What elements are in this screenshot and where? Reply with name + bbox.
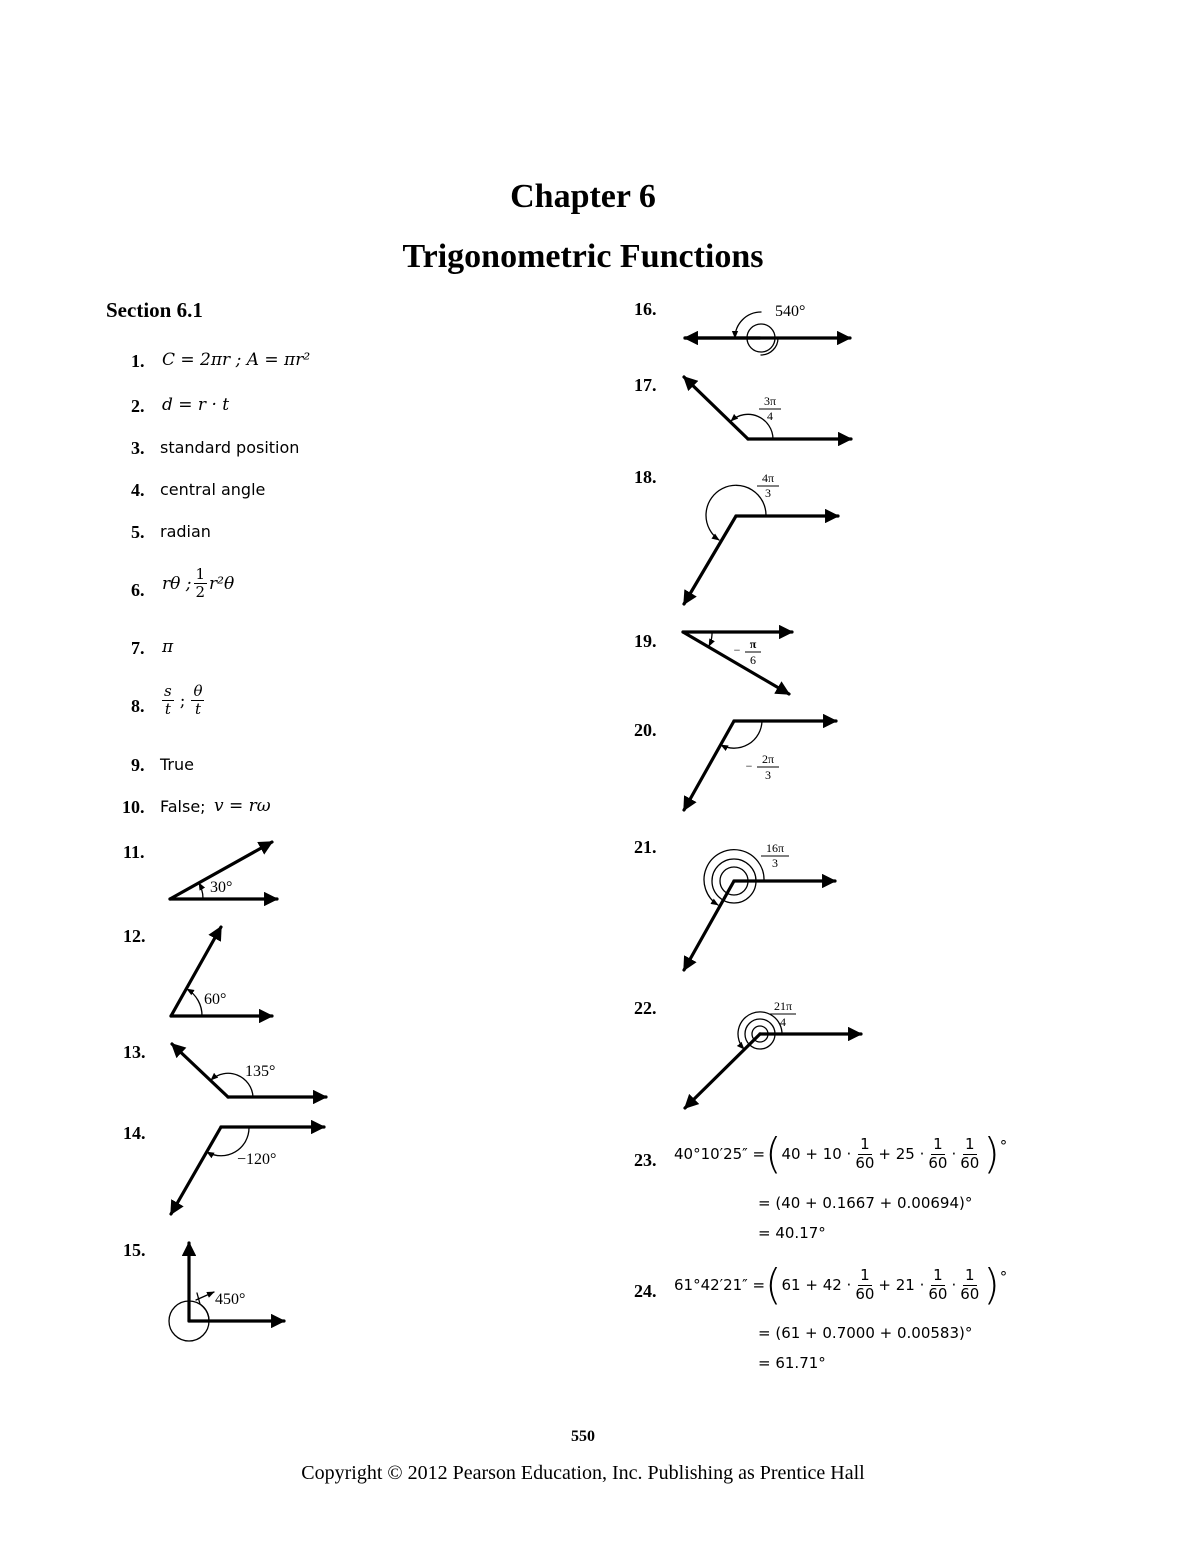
figure-19 <box>683 632 792 694</box>
answer-7: π <box>162 637 174 657</box>
equation-line-2: = (40 + 0.1667 + 0.00694)° <box>758 1194 973 1212</box>
fraction <box>958 1267 981 1303</box>
fraction-denominator: t <box>164 700 171 719</box>
angle-label-18 <box>757 471 779 500</box>
answer-10-formula: v = rω <box>214 796 271 816</box>
item-number: 11. <box>123 842 145 862</box>
label-prefix: − <box>745 759 753 773</box>
item-number: 14. <box>123 1123 146 1143</box>
fraction-numerator: 2π <box>761 752 775 766</box>
fraction <box>926 1267 949 1303</box>
term-c: · <box>951 1145 957 1163</box>
item-number: 2. <box>131 396 145 416</box>
equation-line-2: = (61 + 0.7000 + 0.00583)° <box>758 1324 973 1342</box>
fraction-numerator: s <box>164 682 172 700</box>
answer-9: True <box>160 755 194 774</box>
angle-label: −120° <box>237 1151 277 1168</box>
figure-21 <box>684 850 835 970</box>
answer-2: d = r · t <box>162 395 230 415</box>
close-paren: ) <box>983 1129 1000 1178</box>
chapter-heading: Chapter 6 <box>510 178 656 215</box>
answer-10: False; <box>160 797 206 816</box>
figure-22 <box>685 1012 861 1108</box>
figure-20 <box>684 721 836 810</box>
item-number: 3. <box>131 438 145 458</box>
fraction <box>958 1136 981 1172</box>
chapter-title: Trigonometric Functions <box>402 238 764 275</box>
fraction-denominator: 3 <box>765 768 771 782</box>
angle-label: 540° <box>775 303 806 320</box>
fraction <box>853 1136 876 1172</box>
item-number: 22. <box>634 998 657 1018</box>
item-number: 8. <box>131 696 145 716</box>
item-number: 19. <box>634 631 657 651</box>
item-number: 21. <box>634 837 657 857</box>
angle-label-21 <box>761 841 789 870</box>
answer-4: central angle <box>160 480 266 499</box>
fraction-denominator: 3 <box>772 856 778 870</box>
term-c: · <box>951 1276 957 1294</box>
equation-line-1 <box>674 1129 1008 1178</box>
fraction-numerator: 1 <box>965 1266 975 1285</box>
answer-5: radian <box>160 522 211 541</box>
angle-label: 60° <box>204 991 227 1008</box>
term-b: + 21 · <box>878 1276 925 1294</box>
fraction-denominator: 2 <box>195 583 206 602</box>
answer-3: standard position <box>160 438 300 457</box>
angle-label-20 <box>746 752 779 782</box>
item-number: 16. <box>634 299 657 319</box>
close-paren: ) <box>983 1260 1000 1309</box>
fraction-denominator: 60 <box>855 1153 875 1172</box>
fraction-numerator: 1 <box>860 1135 870 1154</box>
answer-6-part2: r²θ <box>209 573 235 594</box>
figure-18 <box>684 485 838 604</box>
item-number: 6. <box>131 580 145 600</box>
item-number: 18. <box>634 467 657 487</box>
item-number: 17. <box>634 375 657 395</box>
fraction-denominator: 60 <box>960 1284 980 1303</box>
fraction-denominator: 4 <box>767 409 773 423</box>
fraction-numerator: 1 <box>860 1266 870 1285</box>
open-paren: ( <box>765 1129 782 1178</box>
item-number: 20. <box>634 720 657 740</box>
fraction-denominator: 60 <box>960 1153 980 1172</box>
equation-lhs: 40°10′25″ = <box>674 1145 766 1163</box>
item-number: 9. <box>131 755 145 775</box>
fraction-denominator: 3 <box>765 486 771 500</box>
degree-sign: ° <box>999 1137 1008 1155</box>
item-number: 15. <box>123 1240 146 1260</box>
angle-label: 450° <box>215 1291 246 1308</box>
fraction-numerator: π <box>749 637 757 651</box>
copyright-notice: Copyright © 2012 Pearson Education, Inc. Publishing as Prentice Hall <box>301 1462 865 1484</box>
fraction-denominator: 6 <box>750 653 756 667</box>
angle-label-22 <box>770 999 796 1029</box>
item-number: 23. <box>634 1150 657 1170</box>
item-number: 4. <box>131 480 145 500</box>
degree-sign: ° <box>999 1268 1008 1286</box>
fraction-numerator: 1 <box>933 1135 943 1154</box>
fraction-numerator: 1 <box>195 565 206 583</box>
item-number: 24. <box>634 1281 657 1301</box>
term-a: 61 + 42 · <box>781 1276 852 1294</box>
term-a: 40 + 10 · <box>781 1145 852 1163</box>
figure-14 <box>171 1127 324 1214</box>
equation-lhs: 61°42′21″ = <box>674 1276 766 1294</box>
fraction-denominator: t <box>194 700 201 719</box>
fraction-denominator: 4 <box>780 1015 786 1029</box>
item-number: 13. <box>123 1042 146 1062</box>
fraction <box>853 1267 876 1303</box>
fraction-denominator: 60 <box>928 1284 948 1303</box>
angle-label: 30° <box>210 879 233 896</box>
fraction-numerator: 3π <box>763 394 777 408</box>
item-number: 12. <box>123 926 146 946</box>
fraction-numerator: 16π <box>765 841 785 855</box>
fraction-numerator: 1 <box>933 1266 943 1285</box>
separator: ; <box>179 690 186 711</box>
term-b: + 25 · <box>878 1145 925 1163</box>
answer-1: C = 2πr ; A = πr² <box>162 350 311 370</box>
label-prefix: − <box>733 643 741 657</box>
fraction-denominator: 60 <box>855 1284 875 1303</box>
equation-line-3: = 40.17° <box>758 1224 826 1242</box>
equation-line-3: = 61.71° <box>758 1354 826 1372</box>
equation-line-1 <box>674 1260 1008 1309</box>
fraction-numerator: 21π <box>773 999 793 1013</box>
page-number: 550 <box>571 1428 595 1445</box>
fraction <box>926 1136 949 1172</box>
item-number: 5. <box>131 522 145 542</box>
fraction-denominator: 60 <box>928 1153 948 1172</box>
item-number: 7. <box>131 638 145 658</box>
figure-16 <box>685 312 850 355</box>
fraction-numerator: 4π <box>761 471 775 485</box>
answer-6-part1: rθ ; <box>162 573 192 594</box>
fraction-numerator: θ <box>193 682 203 700</box>
item-number: 1. <box>131 351 145 371</box>
angle-label: 135° <box>245 1063 276 1080</box>
figure-17 <box>684 377 851 439</box>
section-heading: Section 6.1 <box>106 298 203 322</box>
item-number: 10. <box>122 797 145 817</box>
open-paren: ( <box>765 1260 782 1309</box>
fraction-numerator: 1 <box>965 1135 975 1154</box>
